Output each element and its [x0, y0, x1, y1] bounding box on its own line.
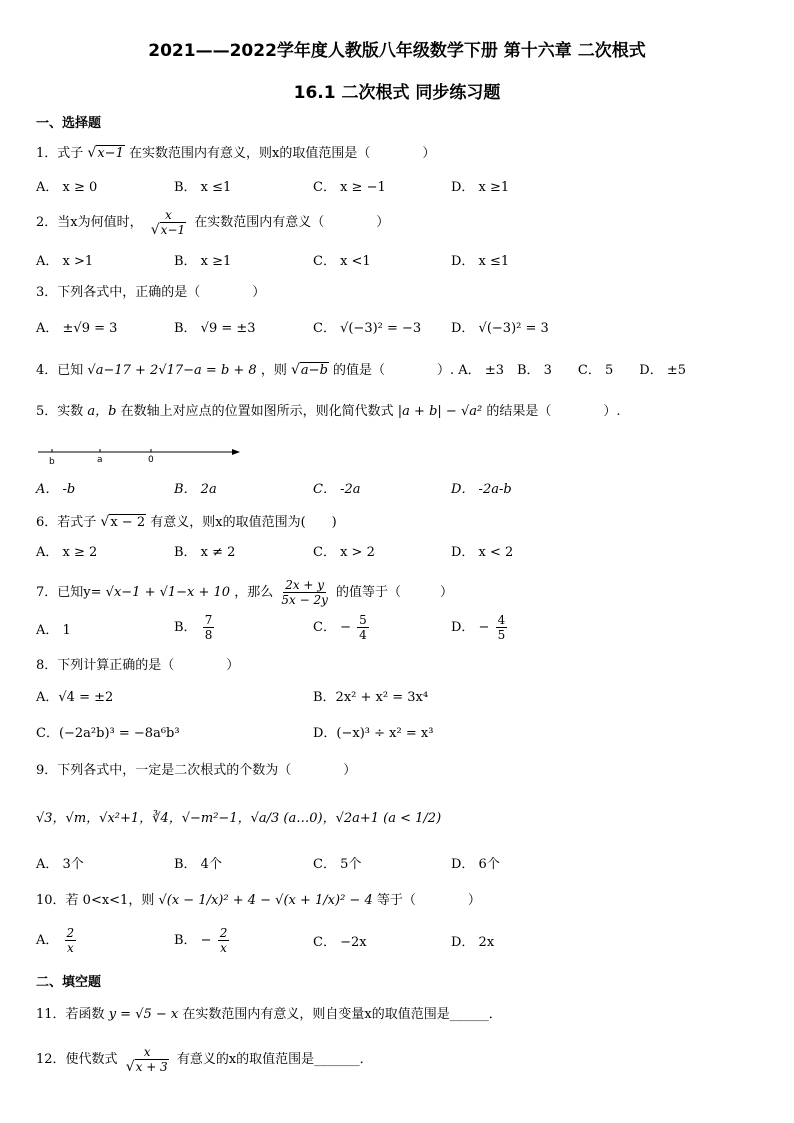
q10-stem: 等于（ ） [376, 893, 481, 908]
q6-prefix: 6．若式子 [36, 515, 97, 530]
q8-option-c: C．(−2a²b)³ = −8a⁶b³ [36, 726, 180, 741]
q7-b-numerator: 7 [204, 613, 213, 627]
q10-option-b-fraction [218, 926, 230, 955]
q7-c-numerator: 5 [359, 613, 367, 627]
q2-option-c: C． x <1 [313, 254, 371, 269]
q10-option-d: D． 2x [451, 935, 495, 950]
question-8: 8．下列计算正确的是（ ） [36, 658, 240, 673]
q1-radicand: x−1 [97, 146, 124, 161]
q8-option-b: B．2x² + x² = 3x⁴ [313, 690, 429, 705]
q1-option-a: A． x ≥ 0 [36, 180, 98, 195]
q2-stem: 在实数范围内有意义（ ） [194, 215, 390, 230]
q10-prefix: 10．若 0<x<1，则 [36, 893, 155, 908]
q7-option-b-label: B． [174, 620, 197, 635]
q10-option-a [36, 926, 78, 955]
q3-option-d: D． √(−3)² = 3 [451, 321, 549, 336]
q7-fraction-numerator: 2x + y [285, 578, 325, 592]
q7-option-c [313, 613, 371, 642]
q10-a-numerator: 2 [66, 926, 75, 940]
q7-stem: 的值等于（ ） [336, 585, 454, 600]
q12-fraction-numerator: x [143, 1045, 151, 1059]
q4-stem: 的值是（ ）. A． ±3 B． 3 C． 5 D． ±5 [333, 363, 687, 378]
q6-option-c: C． x > 2 [313, 545, 375, 560]
q5-vars: a，b [87, 404, 117, 419]
q7-option-c-label: C． − [313, 620, 351, 635]
q4-mid: ，则 [260, 363, 287, 378]
page-subtitle: 16.1 二次根式 同步练习题 [293, 83, 501, 103]
q4-radicand: a−b [300, 363, 328, 378]
number-line-arrow [232, 449, 240, 455]
q6-option-d: D． x < 2 [451, 545, 514, 560]
question-12 [36, 1045, 373, 1074]
q10-expression: √(x − 1/x)² + 4 − √(x + 1/x)² − 4 [158, 893, 373, 908]
q4-equation: √a−17 + 2√17−a = b + 8 [87, 363, 257, 378]
q2-fraction-denominator: x−1 [160, 223, 186, 237]
q6-radicand: x − 2 [110, 515, 146, 530]
q9-option-c: C． 5个 [313, 857, 362, 872]
q1-prefix: 1．式子 [36, 146, 84, 161]
q5-prefix: 5．实数 [36, 404, 84, 419]
q1-stem: 在实数范围内有意义，则x的取值范围是（ ） [128, 146, 436, 161]
question-7 [36, 578, 453, 607]
q2-fraction: $\frac{x}{√x-1}$ [150, 208, 186, 238]
number-line-label-zero: 0 [148, 455, 154, 465]
q3-option-c: C． √(−3)² = −3 [313, 321, 422, 336]
q7-option-a: A． 1 [36, 623, 71, 638]
section-heading-fill: 二、填空题 [36, 975, 102, 990]
question-4: 4．已知 √a−17 + 2√17−a = b + 8 ，则 √a−b 的值是（ ）. A． ±3 B． 3 C． 5 D． ±5 [36, 362, 687, 378]
q12-fraction-denominator: x + 3 [135, 1060, 168, 1074]
q7-b-denominator: 8 [204, 628, 213, 642]
q12-fraction: $\frac{x}{√x + 3}$ [125, 1045, 168, 1075]
q8-option-d: D．(−x)³ ÷ x² = x³ [313, 726, 434, 741]
q10-b-denominator: x [220, 941, 227, 955]
q10-option-b [174, 926, 231, 955]
q10-b-numerator: 2 [219, 926, 228, 940]
q12-stem: 有意义的x的取值范围是_______． [176, 1052, 373, 1067]
q7-c-denominator: 4 [359, 628, 367, 642]
q9-option-b: B． 4个 [174, 857, 222, 872]
question-5 [36, 403, 620, 421]
q7-mid: ，那么 [234, 585, 274, 600]
q3-option-a: A． ±√9 = 3 [36, 321, 118, 336]
q5-option-c: C． -2a [313, 482, 361, 497]
q9-option-a: A． 3个 [36, 857, 84, 872]
q10-a-denominator: x [66, 941, 74, 955]
q7-expression: √x−1 + √1−x + 10 [105, 585, 231, 600]
q10-option-a-label: A． [36, 933, 59, 948]
q7-fraction [279, 578, 330, 607]
number-line-label-a: a [97, 455, 103, 465]
q6-option-a: A． x ≥ 2 [36, 545, 98, 560]
question-3: 3．下列各式中，正确的是（ ） [36, 285, 266, 300]
number-line-figure [36, 440, 246, 470]
q11-stem: 在实数范围内有意义，则自变量x的取值范围是______． [182, 1007, 502, 1022]
question-6: 6．若式子 √x − 2 有意义，则x的取值范围为( ) [36, 514, 337, 530]
q7-option-b [174, 613, 216, 642]
q10-option-b-label: B． − [174, 933, 212, 948]
q9-expression-list: √3，√m，√x²+1，∛4，√−m²−1，√a/3 (a…0)，√2a+1 (a < 1/2) [36, 811, 442, 826]
q7-option-d-label: D． − [451, 620, 490, 635]
q8-option-a: A．√4 = ±2 [36, 690, 114, 705]
q11-prefix: 11．若函数 [36, 1007, 105, 1022]
q9-option-d: D． 6个 [451, 857, 500, 872]
q5-option-d: D． -2a-b [451, 482, 512, 497]
q7-d-denominator: 5 [497, 628, 506, 642]
q10-option-c: C． −2x [313, 935, 367, 950]
question-2 [36, 208, 389, 237]
q7-fraction-denominator: 5x − 2y [281, 593, 328, 607]
question-10 [36, 892, 481, 910]
page-title: 2021——2022学年度人教版八年级数学下册 第十六章 二次根式 [148, 41, 646, 61]
q7-option-b-fraction [203, 613, 215, 642]
q4-prefix: 4．已知 [36, 363, 84, 378]
q5-mid: 在数轴上对应点的位置如图所示，则化简代数式 [120, 404, 394, 419]
q5-stem: 的结果是（ ）. [486, 404, 621, 419]
q2-option-a: A． x >1 [36, 254, 94, 269]
question-9: 9．下列各式中，一定是二次根式的个数为（ ） [36, 763, 357, 778]
q5-option-a: A． -b [36, 482, 76, 497]
number-line-label-b: b [49, 457, 55, 467]
q2-option-d: D． x ≤1 [451, 254, 510, 269]
q7-option-d-fraction [496, 613, 508, 642]
q1-option-b: B． x ≤1 [174, 180, 232, 195]
q7-option-d [451, 613, 509, 642]
q2-option-b: B． x ≥1 [174, 254, 232, 269]
q7-d-numerator: 4 [497, 613, 506, 627]
q1-option-c: C． x ≥ −1 [313, 180, 386, 195]
q2-fraction-numerator: x [165, 208, 172, 222]
q5-option-b: B． 2a [174, 482, 217, 497]
question-1: 1．式子 √x−1 在实数范围内有意义，则x的取值范围是（ ） [36, 145, 436, 161]
q10-option-a-fraction [65, 926, 77, 955]
q7-prefix: 7．已知y= [36, 585, 102, 600]
q6-option-b: B． x ≠ 2 [174, 545, 236, 560]
q11-expression: y = √5 − x [108, 1007, 179, 1022]
q7-option-c-fraction [357, 613, 369, 642]
q12-prefix: 12．使代数式 [36, 1052, 118, 1067]
q3-option-b: B． √9 = ±3 [174, 321, 256, 336]
q2-prefix: 2．当x为何值时， [36, 215, 143, 230]
question-11 [36, 1006, 502, 1024]
q6-stem: 有意义，则x的取值范围为( ) [150, 515, 337, 530]
q1-option-d: D． x ≥1 [451, 180, 510, 195]
section-heading-choice: 一、选择题 [36, 116, 102, 131]
q5-expression: |a + b| − √a² [397, 404, 483, 419]
